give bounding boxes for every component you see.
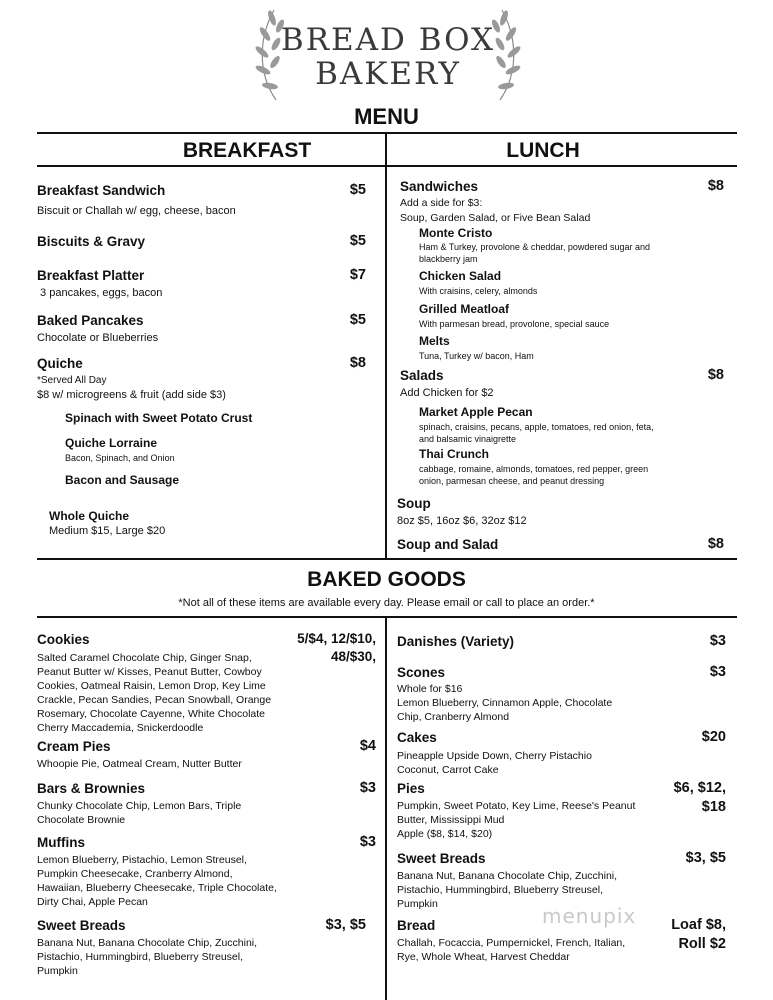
- scones-desc: [397, 682, 612, 724]
- bread-price-2: Roll $2: [678, 936, 726, 952]
- quiche-desc-2: $8 w/ microgreens & fruit (add side $3): [37, 389, 226, 401]
- divider: [37, 558, 737, 560]
- thai-crunch-title: Thai Crunch: [419, 447, 490, 461]
- thai-crunch-desc-2: onion, parmesan cheese, and peanut dressing: [419, 476, 605, 486]
- quiche-price: $8: [349, 355, 366, 371]
- pies-desc: [397, 799, 635, 841]
- muffins-price: $3: [359, 834, 376, 850]
- sweet-breads-left-title: Sweet Breads: [37, 918, 126, 933]
- bread-desc: [397, 936, 625, 964]
- quiche-spinach: Spinach with Sweet Potato Crust: [65, 411, 253, 425]
- divider: [385, 132, 387, 560]
- cream-pies-price: $4: [359, 738, 376, 754]
- market-apple-pecan-title: Market Apple Pecan: [419, 405, 533, 419]
- danishes-price: $3: [709, 633, 726, 649]
- desc-line: Peanut Butter w/ Kisses, Peanut Butter, Cowboy: [37, 666, 262, 678]
- breakfast-sandwich-price: $5: [349, 182, 366, 198]
- desc-line: Hawaiian, Blueberry Cheesecake, Triple Chocolate,: [37, 882, 277, 894]
- desc-line: Banana Nut, Banana Chocolate Chip, Zucchini,: [37, 937, 258, 949]
- sandwiches-price: $8: [707, 178, 724, 194]
- cakes-price: $20: [701, 729, 726, 745]
- quiche-lorraine: Quiche Lorraine: [65, 436, 158, 450]
- divider: [37, 616, 737, 618]
- desc-line: Cherry Maccademia, Snickerdoodle: [37, 722, 204, 734]
- desc-line: Whoopie Pie, Oatmeal Cream, Nutter Butter: [37, 758, 242, 770]
- cream-pies-title: Cream Pies: [37, 739, 111, 754]
- bars-brownies-desc: [37, 799, 241, 827]
- bars-brownies-price: $3: [359, 780, 376, 796]
- muffins-title: Muffins: [37, 835, 85, 850]
- monte-cristo-desc-1: Ham & Turkey, provolone & cheddar, powdered sugar and: [419, 242, 650, 252]
- sandwiches-desc-1: Add a side for $3:: [400, 197, 483, 209]
- breakfast-platter-title: Breakfast Platter: [37, 268, 145, 283]
- market-apple-pecan-desc-2: and balsamic vinaigrette: [419, 434, 517, 444]
- quiche-lorraine-desc: Bacon, Spinach, and Onion: [65, 453, 175, 463]
- whole-quiche-desc: Medium $15, Large $20: [49, 525, 166, 537]
- scones-title: Scones: [397, 665, 446, 680]
- desc-line: Pumpkin Cheesecake, Cranberry Almond,: [37, 868, 233, 880]
- desc-line: Apple ($8, $14, $20): [397, 828, 493, 840]
- soup-salad-title: Soup and Salad: [397, 537, 499, 552]
- pies-title: Pies: [397, 781, 425, 796]
- desc-line: Salted Caramel Chocolate Chip, Ginger Snap,: [37, 652, 252, 664]
- baked-goods-note: *Not all of these items are available every day. Please email or call to place an order.*: [178, 597, 595, 609]
- desc-line: Lemon Blueberry, Cinnamon Apple, Chocolate: [397, 697, 613, 709]
- whole-quiche-title: Whole Quiche: [49, 509, 130, 523]
- melts-title: Melts: [419, 334, 450, 348]
- salads-price: $8: [707, 367, 724, 383]
- logo-line-1: BREAD BOX: [280, 22, 496, 58]
- quiche-bacon-sausage: Bacon and Sausage: [65, 473, 180, 487]
- desc-line: Pumpkin, Sweet Potato, Key Lime, Reese's Peanut: [397, 800, 636, 812]
- desc-line: Lemon Blueberry, Pistachio, Lemon Streusel,: [37, 854, 247, 866]
- desc-line: Chip, Cranberry Almond: [397, 711, 510, 723]
- baked-pancakes-desc: Chocolate or Blueberries: [37, 332, 159, 344]
- pies-price-2: $18: [701, 799, 726, 815]
- desc-line: Rosemary, Chocolate Cayenne, White Chocolate: [37, 708, 266, 720]
- section-baked-goods: BAKED GOODS: [307, 568, 466, 591]
- menupix-watermark: menupix: [542, 904, 637, 928]
- soup-title: Soup: [397, 496, 431, 511]
- muffins-desc: [37, 853, 277, 909]
- desc-line: Challah, Focaccia, Pumpernickel, French, Italian,: [397, 937, 626, 949]
- grilled-meatloaf-title: Grilled Meatloaf: [419, 302, 510, 316]
- desc-line: Pistachio, Hummingbird, Blueberry Streusel,: [37, 951, 244, 963]
- desc-line: Butter, Mississippi Mud: [397, 814, 505, 826]
- sweet-breads-left-price: $3, $5: [325, 917, 366, 933]
- quiche-title: Quiche: [37, 356, 83, 371]
- desc-line: Chunky Chocolate Chip, Lemon Bars, Triple: [37, 800, 242, 812]
- monte-cristo-title: Monte Cristo: [419, 226, 493, 240]
- cakes-desc: [397, 749, 592, 777]
- melts-desc: Tuna, Turkey w/ bacon, Ham: [419, 351, 534, 361]
- bread-price-1: Loaf $8,: [671, 917, 726, 933]
- salads-title: Salads: [400, 368, 444, 383]
- cookies-title: Cookies: [37, 632, 90, 647]
- desc-line: Pistachio, Hummingbird, Blueberry Streusel,: [397, 884, 604, 896]
- desc-line: Crackle, Pecan Sandies, Pecan Snowball, Orange: [37, 694, 272, 706]
- desc-line: Whole for $16: [397, 683, 463, 695]
- grilled-meatloaf-desc: With parmesan bread, provolone, special sauce: [419, 319, 610, 329]
- quiche-desc-1: *Served All Day: [37, 375, 107, 386]
- soup-salad-price: $8: [707, 536, 724, 552]
- sweet-breads-right-price: $3, $5: [685, 850, 726, 866]
- desc-line: Cookies, Oatmeal Raisin, Lemon Drop, Key Lime: [37, 680, 266, 692]
- section-lunch: LUNCH: [506, 139, 580, 162]
- breakfast-sandwich-title: Breakfast Sandwich: [37, 183, 166, 198]
- desc-line: Dirty Chai, Apple Pecan: [37, 896, 148, 908]
- divider: [37, 165, 737, 167]
- soup-desc: 8oz $5, 16oz $6, 32oz $12: [397, 515, 527, 527]
- baked-pancakes-title: Baked Pancakes: [37, 313, 144, 328]
- breakfast-platter-desc: 3 pancakes, eggs, bacon: [37, 287, 163, 299]
- cookies-price-2: 48/$30,: [330, 649, 376, 664]
- desc-line: Coconut, Carrot Cake: [397, 764, 499, 776]
- market-apple-pecan-desc-1: spinach, craisins, pecans, apple, tomatoes, red onion, feta,: [419, 422, 654, 432]
- bars-brownies-title: Bars & Brownies: [37, 781, 146, 796]
- desc-line: Rye, Whole Wheat, Harvest Cheddar: [397, 951, 570, 963]
- desc-line: Banana Nut, Banana Chocolate Chip, Zucchini,: [397, 870, 618, 882]
- breakfast-sandwich-desc: Biscuit or Challah w/ egg, cheese, bacon: [37, 205, 236, 217]
- baked-pancakes-price: $5: [349, 312, 366, 328]
- sweet-breads-left-desc: [37, 936, 257, 978]
- danishes-title: Danishes (Variety): [397, 634, 515, 649]
- salads-desc: Add Chicken for $2: [400, 387, 494, 399]
- desc-line: Pumpkin: [37, 965, 78, 977]
- cookies-price-1: 5/$4, 12/$10,: [297, 631, 376, 646]
- biscuits-gravy-title: Biscuits & Gravy: [37, 234, 146, 249]
- section-breakfast: BREAKFAST: [182, 139, 312, 162]
- divider: [385, 616, 387, 1000]
- monte-cristo-desc-2: blackberry jam: [419, 254, 478, 264]
- cakes-title: Cakes: [397, 730, 437, 745]
- biscuits-gravy-price: $5: [349, 233, 366, 249]
- breakfast-platter-price: $7: [349, 267, 366, 283]
- divider: [37, 132, 737, 134]
- cream-pies-desc: [37, 757, 242, 771]
- desc-line: Pumpkin: [397, 898, 438, 910]
- thai-crunch-desc-1: cabbage, romaine, almonds, tomatoes, red pepper, green: [419, 464, 649, 474]
- chicken-salad-title: Chicken Salad: [419, 269, 502, 283]
- sandwiches-desc-2: Soup, Garden Salad, or Five Bean Salad: [400, 212, 591, 224]
- bread-title: Bread: [397, 918, 436, 933]
- menu-title: MENU: [354, 104, 419, 129]
- logo-line-2: BAKERY: [315, 56, 461, 92]
- scones-price: $3: [709, 664, 726, 680]
- cookies-desc: [37, 651, 271, 735]
- desc-line: Pineapple Upside Down, Cherry Pistachio: [397, 750, 592, 762]
- sandwiches-title: Sandwiches: [400, 179, 479, 194]
- sweet-breads-right-title: Sweet Breads: [397, 851, 486, 866]
- desc-line: Chocolate Brownie: [37, 814, 126, 826]
- sweet-breads-right-desc: [397, 869, 617, 911]
- chicken-salad-desc: With craisins, celery, almonds: [419, 286, 538, 296]
- bakery-logo: [248, 4, 528, 104]
- pies-price-1: $6, $12,: [673, 780, 726, 796]
